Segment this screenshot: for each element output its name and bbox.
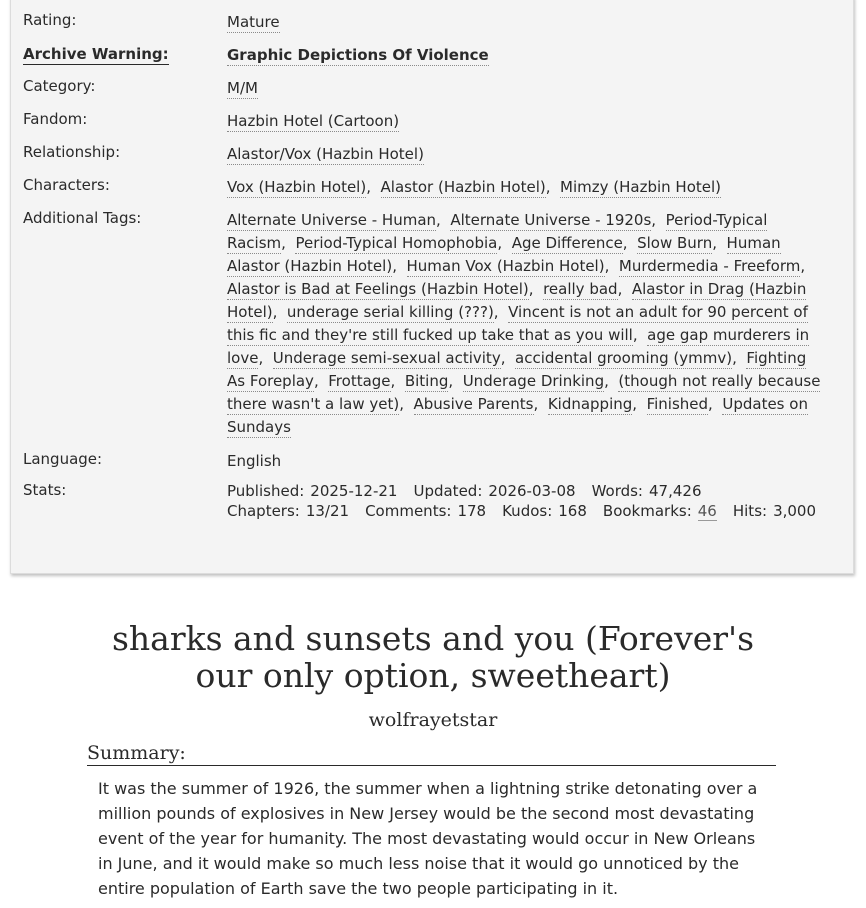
chapters-label: Chapters: <box>227 502 300 520</box>
updated-label: Updated: <box>413 482 483 500</box>
freeform-tag[interactable]: Updates on Sundays <box>227 395 808 436</box>
freeform-tag[interactable]: Human Vox (Hazbin Hotel) <box>406 257 605 275</box>
freeform-tag[interactable]: Abusive Parents <box>413 395 534 413</box>
freeform-tag[interactable]: Underage semi-sexual activity <box>272 349 501 367</box>
words-value: 47,426 <box>649 482 702 500</box>
character-tag[interactable]: Alastor (Hazbin Hotel) <box>380 178 546 196</box>
freeform-tag[interactable]: Fighting As Foreplay <box>227 349 807 390</box>
warning-label[interactable]: Archive Warning: <box>23 45 169 63</box>
published-label: Published: <box>227 482 305 500</box>
freeform-tag[interactable]: Murdermedia - Freeform <box>618 257 801 275</box>
freeform-tag[interactable]: underage serial killing (???) <box>286 303 494 321</box>
comments-label: Comments: <box>365 502 452 520</box>
warning-tag[interactable]: Graphic Depictions Of Violence <box>227 46 489 64</box>
freeform-tag[interactable]: Alternate Universe - Human <box>227 211 437 229</box>
bookmarks-label: Bookmarks: <box>602 502 692 520</box>
relationship-label: Relationship: <box>23 143 121 161</box>
freeform-tag[interactable]: Period-Typical Racism <box>227 211 768 252</box>
freeform-tag[interactable]: Biting <box>404 372 449 390</box>
freeform-tag[interactable]: really bad <box>543 280 618 298</box>
stats-block <box>227 481 821 521</box>
freeform-tag[interactable]: Underage Drinking <box>462 372 605 390</box>
stats-label: Stats: <box>23 481 67 499</box>
work-title: sharks and sunsets and you (Forever's our only option, sweetheart) <box>111 619 755 695</box>
freeform-tag[interactable]: Finished <box>646 395 709 413</box>
freeform-tag[interactable]: Frottage <box>328 372 391 390</box>
bookmarks-link[interactable]: 46 <box>697 502 717 520</box>
freeform-tag[interactable]: Kidnapping <box>547 395 633 413</box>
rating-tag[interactable]: Mature <box>227 13 280 31</box>
character-tag[interactable]: Vox (Hazbin Hotel) <box>227 178 367 196</box>
additional-tags-label: Additional Tags: <box>23 209 142 227</box>
work-author[interactable]: wolfrayetstar <box>368 709 498 731</box>
updated-value: 2026-03-08 <box>488 482 576 500</box>
freeform-tag[interactable]: Alternate Universe - 1920s <box>450 211 652 229</box>
hits-label: Hits: <box>732 502 768 520</box>
fandom-label: Fandom: <box>23 110 88 128</box>
freeform-tag[interactable]: Alastor in Drag (Hazbin Hotel) <box>227 280 807 321</box>
characters-list: Vox (Hazbin Hotel), Alastor (Hazbin Hotel), Mimzy (Hazbin Hotel) <box>227 178 722 196</box>
characters-label: Characters: <box>23 176 110 194</box>
character-tag[interactable]: Mimzy (Hazbin Hotel) <box>560 178 722 196</box>
freeform-tag[interactable]: Age Difference <box>511 234 623 252</box>
published-value: 2025-12-21 <box>310 482 398 500</box>
freeform-tag[interactable]: Slow Burn <box>637 234 713 252</box>
freeform-tag[interactable]: age gap murderers in love <box>227 326 810 367</box>
chapters-value: 13/21 <box>305 502 350 520</box>
kudos-label: Kudos: <box>502 502 553 520</box>
freeform-tag[interactable]: (though not really because there wasn't a law yet) <box>227 372 821 413</box>
hits-value: 3,000 <box>773 502 817 520</box>
summary-heading: Summary: <box>87 742 776 766</box>
freeform-tag[interactable]: Vincent is not an adult for 90 percent of this fic and they're still fucked up take that as you will <box>227 303 808 344</box>
relationship-tag[interactable]: Alastor/Vox (Hazbin Hotel) <box>227 145 424 163</box>
language-value: English <box>227 452 282 470</box>
words-label: Words: <box>591 482 643 500</box>
summary-text: It was the summer of 1926, the summer when a lightning strike detonating over a million pounds of explosives in New Jersey would be the second most devastating event of the year for humanity. The most devastating would occur in New Orleans in June, and it would make so much less noise that it would go unnoticed by the entire population of Earth save the two people participating in it. <box>98 779 758 898</box>
freeform-tag[interactable]: Period-Typical Homophobia <box>295 234 498 252</box>
work-meta-box <box>10 0 854 574</box>
comments-value: 178 <box>457 502 487 520</box>
language-label: Language: <box>23 450 103 468</box>
kudos-value: 168 <box>558 502 587 520</box>
freeform-tag[interactable]: Human Alastor (Hazbin Hotel) <box>227 234 781 275</box>
additional-tags-list: Alternate Universe - Human, Alternate Universe - 1920s, Period-Typical Racism, Period-Typical Homophobia, Age Difference, Slow Burn, Human Alastor (Hazbin Hotel), Human Vox (Hazbin Hotel), Murdermedia - Freeform, Alastor is Bad at Feelings (Hazbin Hotel), really bad, Alastor in Drag (Hazbin Hotel), underage serial killing (???), Vincent is not an adult for 90 percent of this fic and they're still fucked up take that as you will, age gap murderers in love, Underage semi-sexual activity, accidental grooming (ymmv), Fighting As Foreplay, Frottage, Biting, Underage Drinking, (though not really because there wasn't a law yet), Abusive Parents, Kidnapping, Finished, Updates on Sundays <box>227 211 821 436</box>
fandom-tag[interactable]: Hazbin Hotel (Cartoon) <box>227 112 400 130</box>
category-label: Category: <box>23 77 96 95</box>
freeform-tag[interactable]: Alastor is Bad at Feelings (Hazbin Hotel) <box>227 280 529 298</box>
category-tag[interactable]: M/M <box>227 79 258 97</box>
freeform-tag[interactable]: accidental grooming (ymmv) <box>515 349 733 367</box>
rating-label: Rating: <box>23 11 77 29</box>
